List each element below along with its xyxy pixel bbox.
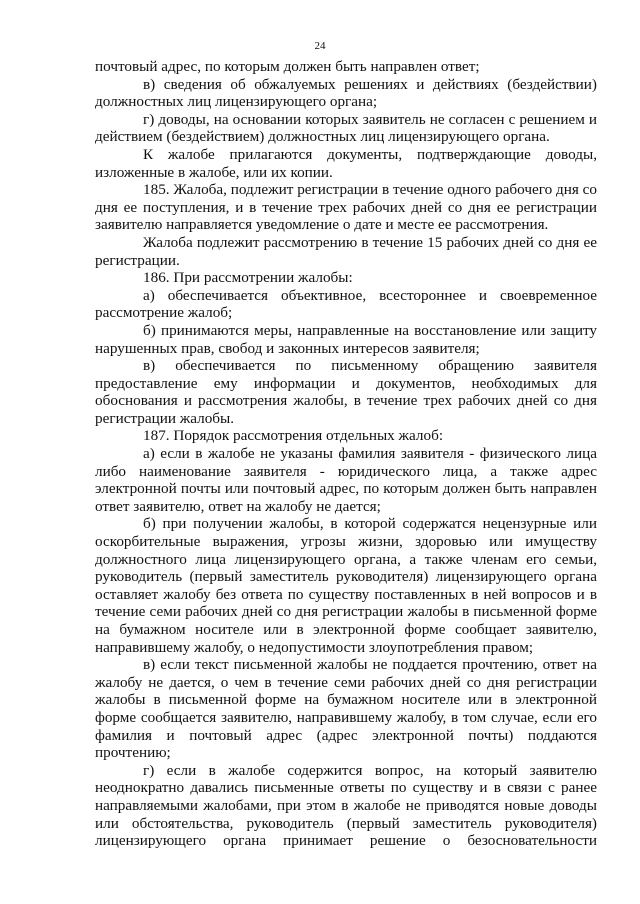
- paragraph: в) сведения об обжалуемых решениях и действиях (бездействии) должностных лиц лицензирующего органа;: [95, 75, 597, 111]
- paragraph: б) при получении жалобы, в которой содержатся нецензурные или оскорбительные выражения, угрозы жизни, здоровью или имуществу должностного лица лицензирующего органа, а также членам его семьи, руководитель (первый заместитель руководителя) лицензирующего органа оставляет жалобу без ответа по существу поставленных в ней вопросов и в течение семи рабочих дней со дня регистрации жалобы в письменной форме на бумажном носителе или в электронной форме сообщает заявителю, направившему жалобу, о недопустимости злоупотребления правом;: [95, 515, 597, 656]
- paragraph: 187. Порядок рассмотрения отдельных жалоб:: [143, 427, 444, 445]
- paragraph: а) обеспечивается объективное, всестороннее и своевременное рассмотрение жалоб;: [95, 286, 597, 322]
- paragraph: в) обеспечивается по письменному обращению заявителя предоставление ему информации и документов, необходимых для обоснования и рассмотрения жалобы, в течение трех рабочих дней со дня регистрации жалобы.: [95, 357, 597, 427]
- paragraph: 186. При рассмотрении жалобы:: [143, 269, 353, 287]
- paragraph: г) доводы, на основании которых заявитель не согласен с решением и действием (бездействием) должностных лиц лицензирующего органа.: [95, 110, 597, 146]
- document-body: [95, 58, 597, 850]
- paragraph: 185. Жалоба, подлежит регистрации в течение одного рабочего дня со дня ее поступления, и в течение трех рабочих дней со дня ее регистрации заявителю направляется уведомление о дате и месте ее рассмотрения.: [95, 181, 597, 234]
- page-number: 24: [314, 40, 326, 52]
- paragraph: в) если текст письменной жалобы не поддается прочтению, ответ на жалобу не дается, о чем в течение семи рабочих дней со дня регистрации жалобы в письменной форме на бумажном носителе или в электронной форме сообщается заявителю, направившему жалобу, в том случае, если его фамилия и почтовый адрес (адрес электронной почты) поддаются прочтению;: [95, 656, 597, 762]
- paragraph: г) если в жалобе содержится вопрос, на который заявителю неоднократно давались письменные ответы по существу и в связи с ранее направляемыми жалобами, при этом в жалобе не приводятся новые доводы или обстоятельства, руководитель (первый заместитель руководителя) лицензирующего органа принимает решение о безосновательности: [95, 761, 597, 850]
- paragraph: почтовый адрес, по которым должен быть направлен ответ;: [95, 58, 480, 75]
- paragraph: а) если в жалобе не указаны фамилия заявителя - физического лица либо наименование заявителя - юридического лица, а также адрес электронной почты или почтовый адрес, по которым должен быть направлен ответ заявителю, ответ на жалобу не дается;: [95, 445, 597, 515]
- paragraph: К жалобе прилагаются документы, подтверждающие доводы, изложенные в жалобе, или их копии.: [95, 145, 597, 181]
- paragraph: Жалоба подлежит рассмотрению в течение 15 рабочих дней со дня ее регистрации.: [95, 233, 597, 269]
- paragraph: б) принимаются меры, направленные на восстановление или защиту нарушенных прав, свобод и законных интересов заявителя;: [95, 321, 597, 357]
